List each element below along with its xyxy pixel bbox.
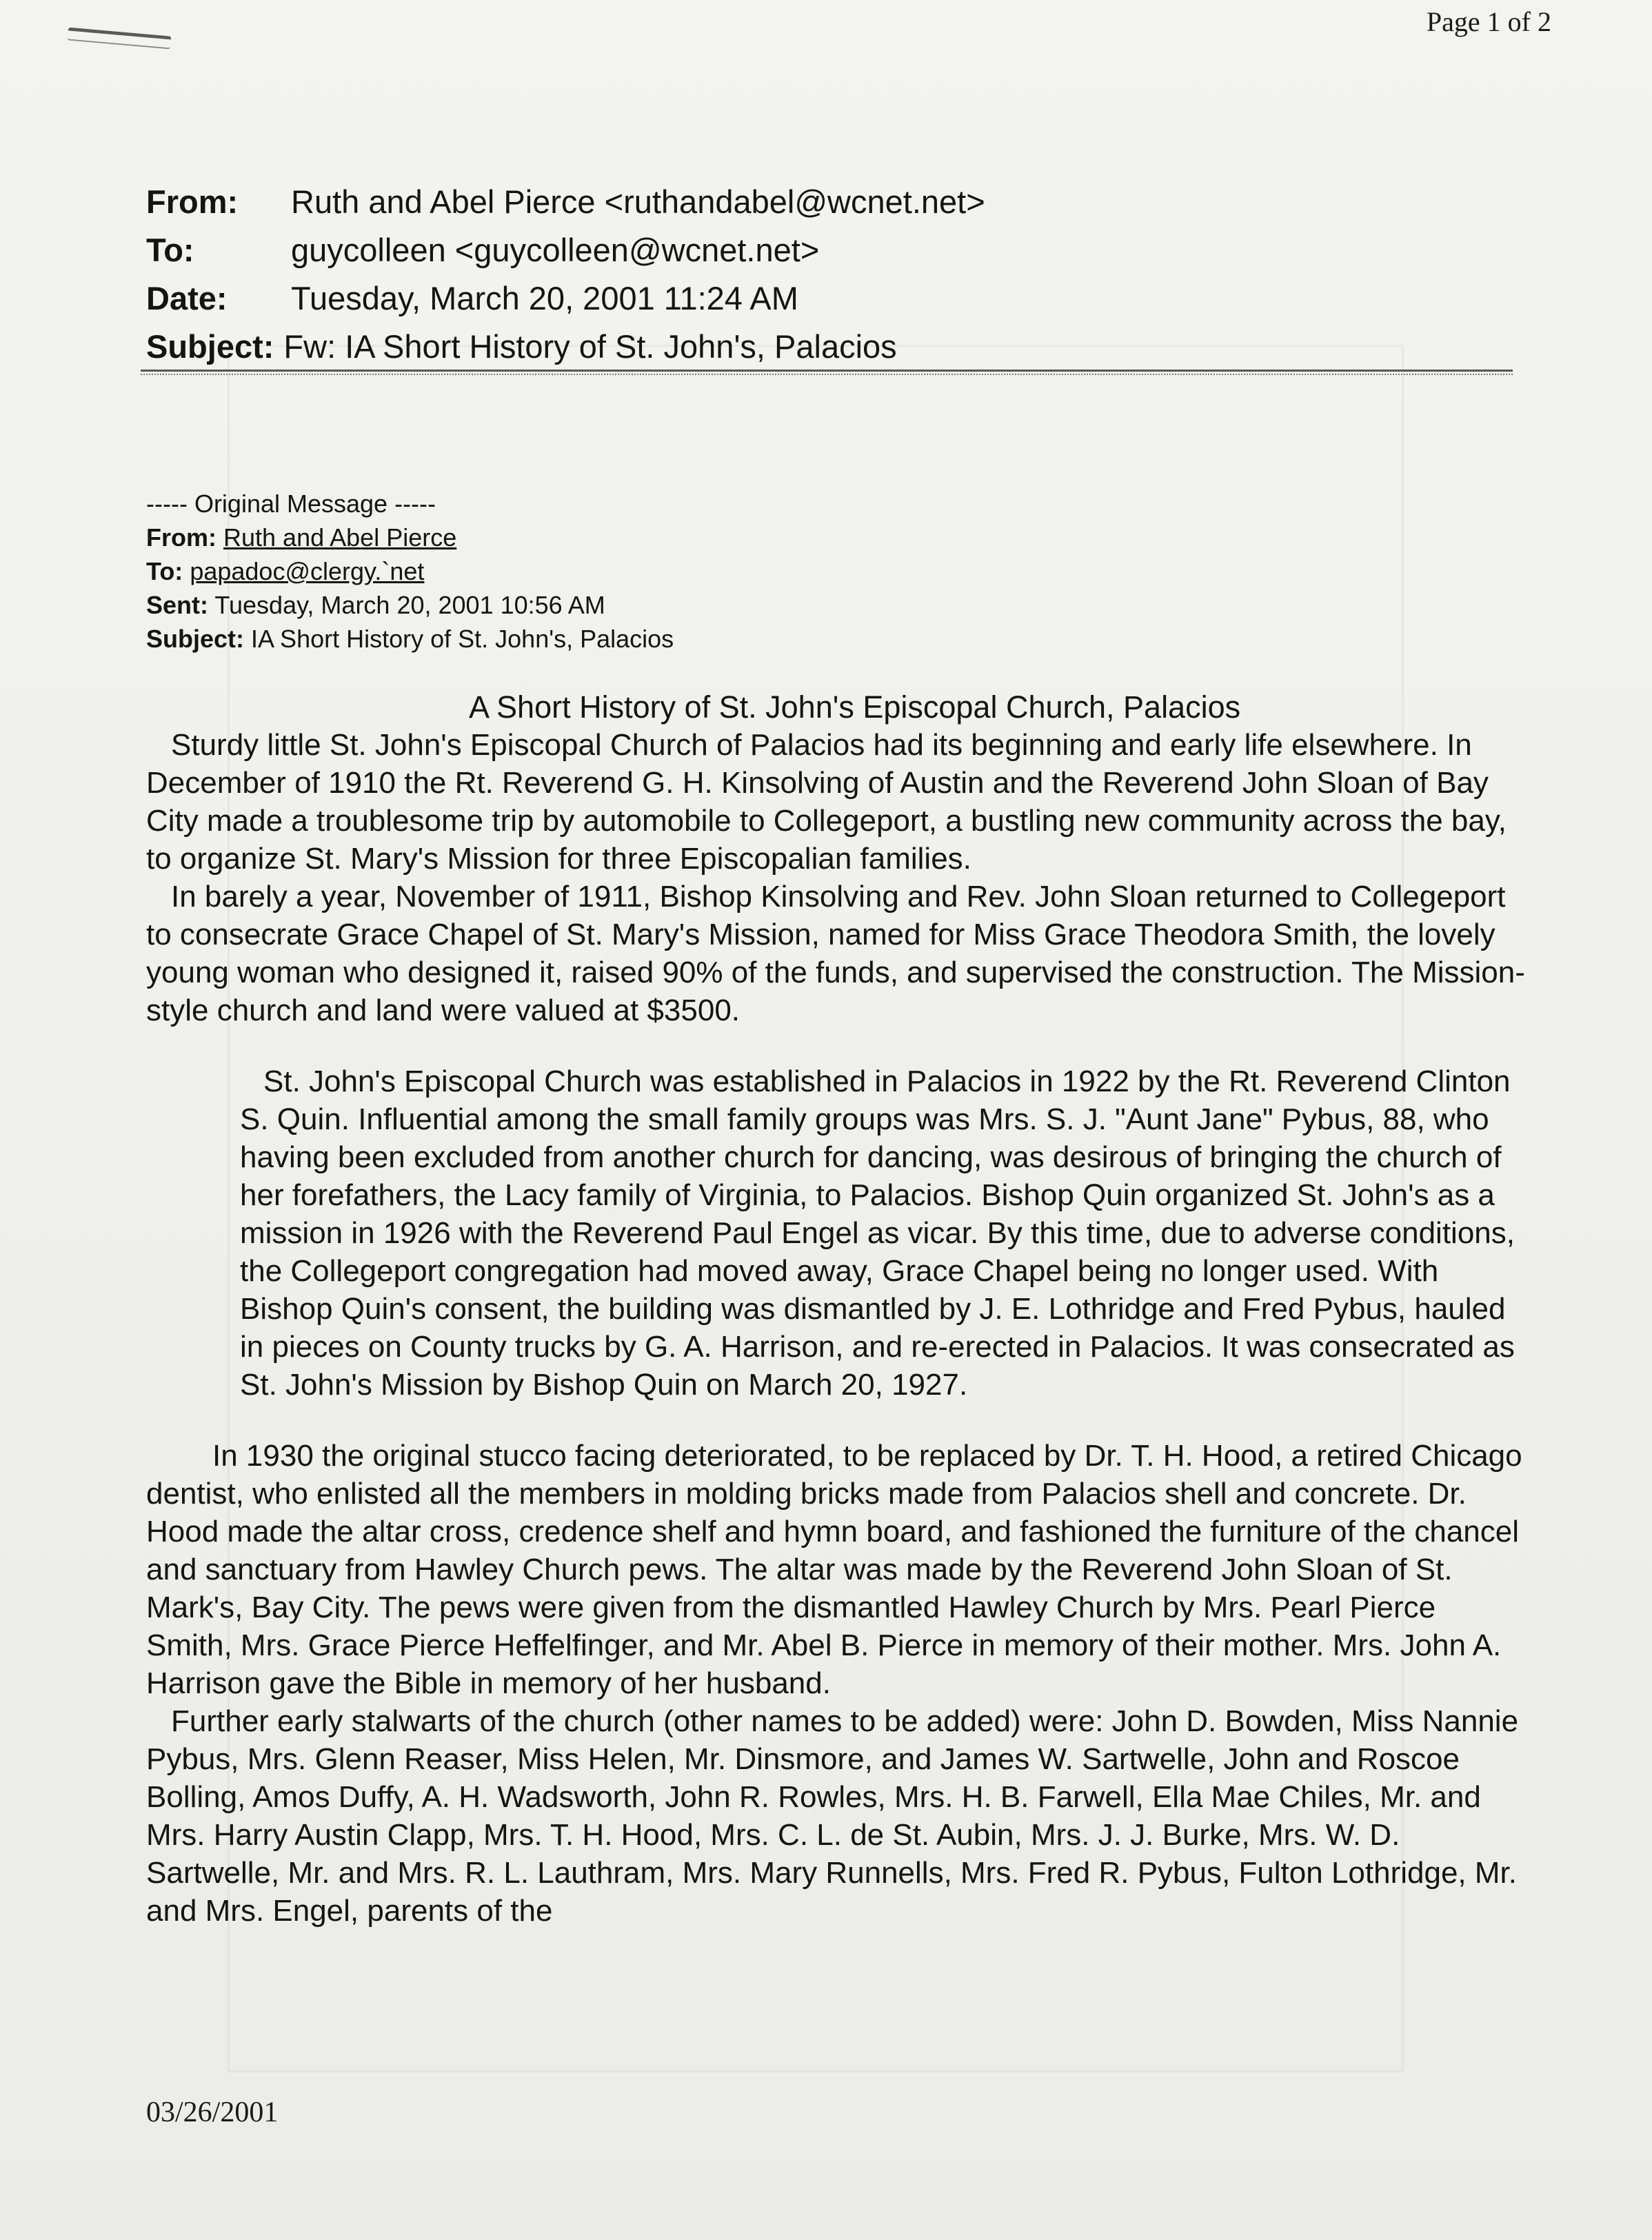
paragraph-5: Further early stalwarts of the church (other names to be added) were: John D. Bowden, Miss Nannie Pybus, Mrs. Glenn Reaser, Miss Helen, Mr. Dinsmore, and James W. Sartwelle, John and Roscoe Bolling, Amos Duffy, A. H. Wadsworth, John R. Rowles, Mrs. H. B. Farwell, Ella Mae Chiles, Mr. and Mrs. Harry Austin Clapp, Mrs. T. H. Hood, Mrs. C. L. de St. Aubin, Mrs. J. J. Burke, Mrs. W. D. Sartwelle, Mr. and Mrs. R. L. Lauthram, Mrs. Mary Runnells, Mrs. Fred R. Pybus, Fulton Lothridge, Mr. and Mrs. Engel, parents of the: [146, 1704, 1519, 1928]
footer-date: 03/26/2001: [146, 2097, 279, 2128]
to-label: To:: [146, 232, 194, 268]
orig-sent-row: [146, 588, 1111, 622]
orig-from-row: [146, 521, 1111, 554]
paragraph-2: In barely a year, November of 1911, Bishop Kinsolving and Rev. John Sloan returned to Collegeport to consecrate Grace Chapel of St. Mary's Mission, named for Miss Grace Theodora Smith, the lovely young woman who designed it, raised 90% of the funds, and supervised the construction. The Mission-style church and land were valued at $3500.: [146, 880, 1525, 1027]
orig-subject-row: [146, 622, 1111, 656]
from-value: Ruth and Abel Pierce <ruthandabel@wcnet.net>: [291, 183, 985, 220]
orig-to-label: To:: [146, 557, 183, 585]
subject-label: Subject:: [146, 328, 274, 365]
header-divider: [141, 370, 1513, 375]
staple-mark: [67, 27, 171, 49]
orig-sent-label: Sent:: [146, 591, 208, 619]
document-body: [146, 726, 1525, 1930]
subject-row: [146, 323, 1511, 371]
from-label: From:: [146, 183, 239, 220]
subject-value: Fw: IA Short History of St. John's, Palacios: [283, 328, 897, 365]
page-number: Page 1 of 2: [1426, 6, 1551, 37]
orig-subject-value: IA Short History of St. John's, Palacios: [251, 625, 674, 653]
orig-from-value[interactable]: Ruth and Abel Pierce: [223, 523, 457, 552]
orig-to-row: [146, 554, 1111, 588]
date-label: Date:: [146, 280, 228, 316]
paragraph-4: In 1930 the original stucco facing deteriorated, to be replaced by Dr. T. H. Hood, a retired Chicago dentist, who enlisted all the members in molding bricks made from Palacios shell and concrete. Dr. Hood made the altar cross, credence shelf and hymn board, and fashioned the furniture of the chancel and sanctuary from Hawley Church pews. The altar was made by the Reverend John Sloan of St. Mark's, Bay City. The pews were given from the dismantled Hawley Church by Mrs. Pearl Pierce Smith, Mrs. Grace Pierce Heffelfinger, and Mr. Abel B. Pierce in memory of their mother. Mrs. John A. Harrison gave the Bible in memory of her husband.: [146, 1439, 1522, 1700]
date-row: [146, 274, 1511, 323]
email-header: [146, 178, 1511, 371]
paragraph-3: St. John's Episcopal Church was established in Palacios in 1922 by the Rt. Reverend Clinton S. Quin. Influential among the small family groups was Mrs. S. J. "Aunt Jane" Pybus, 88, who having been excluded from another church for dancing, was desirous of bringing the church of her forefathers, the Lacy family of Virginia, to Palacios. Bishop Quin organized St. John's as a mission in 1926 with the Reverend Paul Engel as vicar. By this time, due to adverse conditions, the Collegeport congregation had moved away, Grace Chapel being no longer used. With Bishop Quin's consent, the building was dismantled by J. E. Lothridge and Fred Pybus, hauled in pieces on County trucks by G. A. Harrison, and re-erected in Palacios. It was consecrated as St. John's Mission by Bishop Quin on March 20, 1927.: [240, 1064, 1515, 1402]
orig-to-value[interactable]: papadoc@clergy.`net: [190, 557, 425, 585]
to-value: guycolleen <guycolleen@wcnet.net>: [291, 232, 820, 268]
to-row: [146, 226, 1511, 274]
orig-subject-label: Subject:: [146, 625, 245, 653]
original-message-block: [146, 487, 1111, 656]
date-value: Tuesday, March 20, 2001 11:24 AM: [291, 280, 798, 316]
from-row: [146, 178, 1511, 226]
orig-from-label: From:: [146, 523, 216, 552]
paragraph-1: Sturdy little St. John's Episcopal Church of Palacios had its beginning and early life elsewhere. In December of 1910 the Rt. Reverend G. H. Kinsolving of Austin and the Reverend John Sloan of Bay City made a troublesome trip by automobile to Collegeport, a bustling new community across the bay, to organize St. Mary's Mission for three Episcopalian families.: [146, 728, 1507, 876]
original-message-marker: ----- Original Message -----: [146, 490, 436, 518]
orig-sent-value: Tuesday, March 20, 2001 10:56 AM: [214, 591, 605, 619]
document-title: A Short History of St. John's Episcopal Church, Palacios: [469, 689, 1241, 725]
